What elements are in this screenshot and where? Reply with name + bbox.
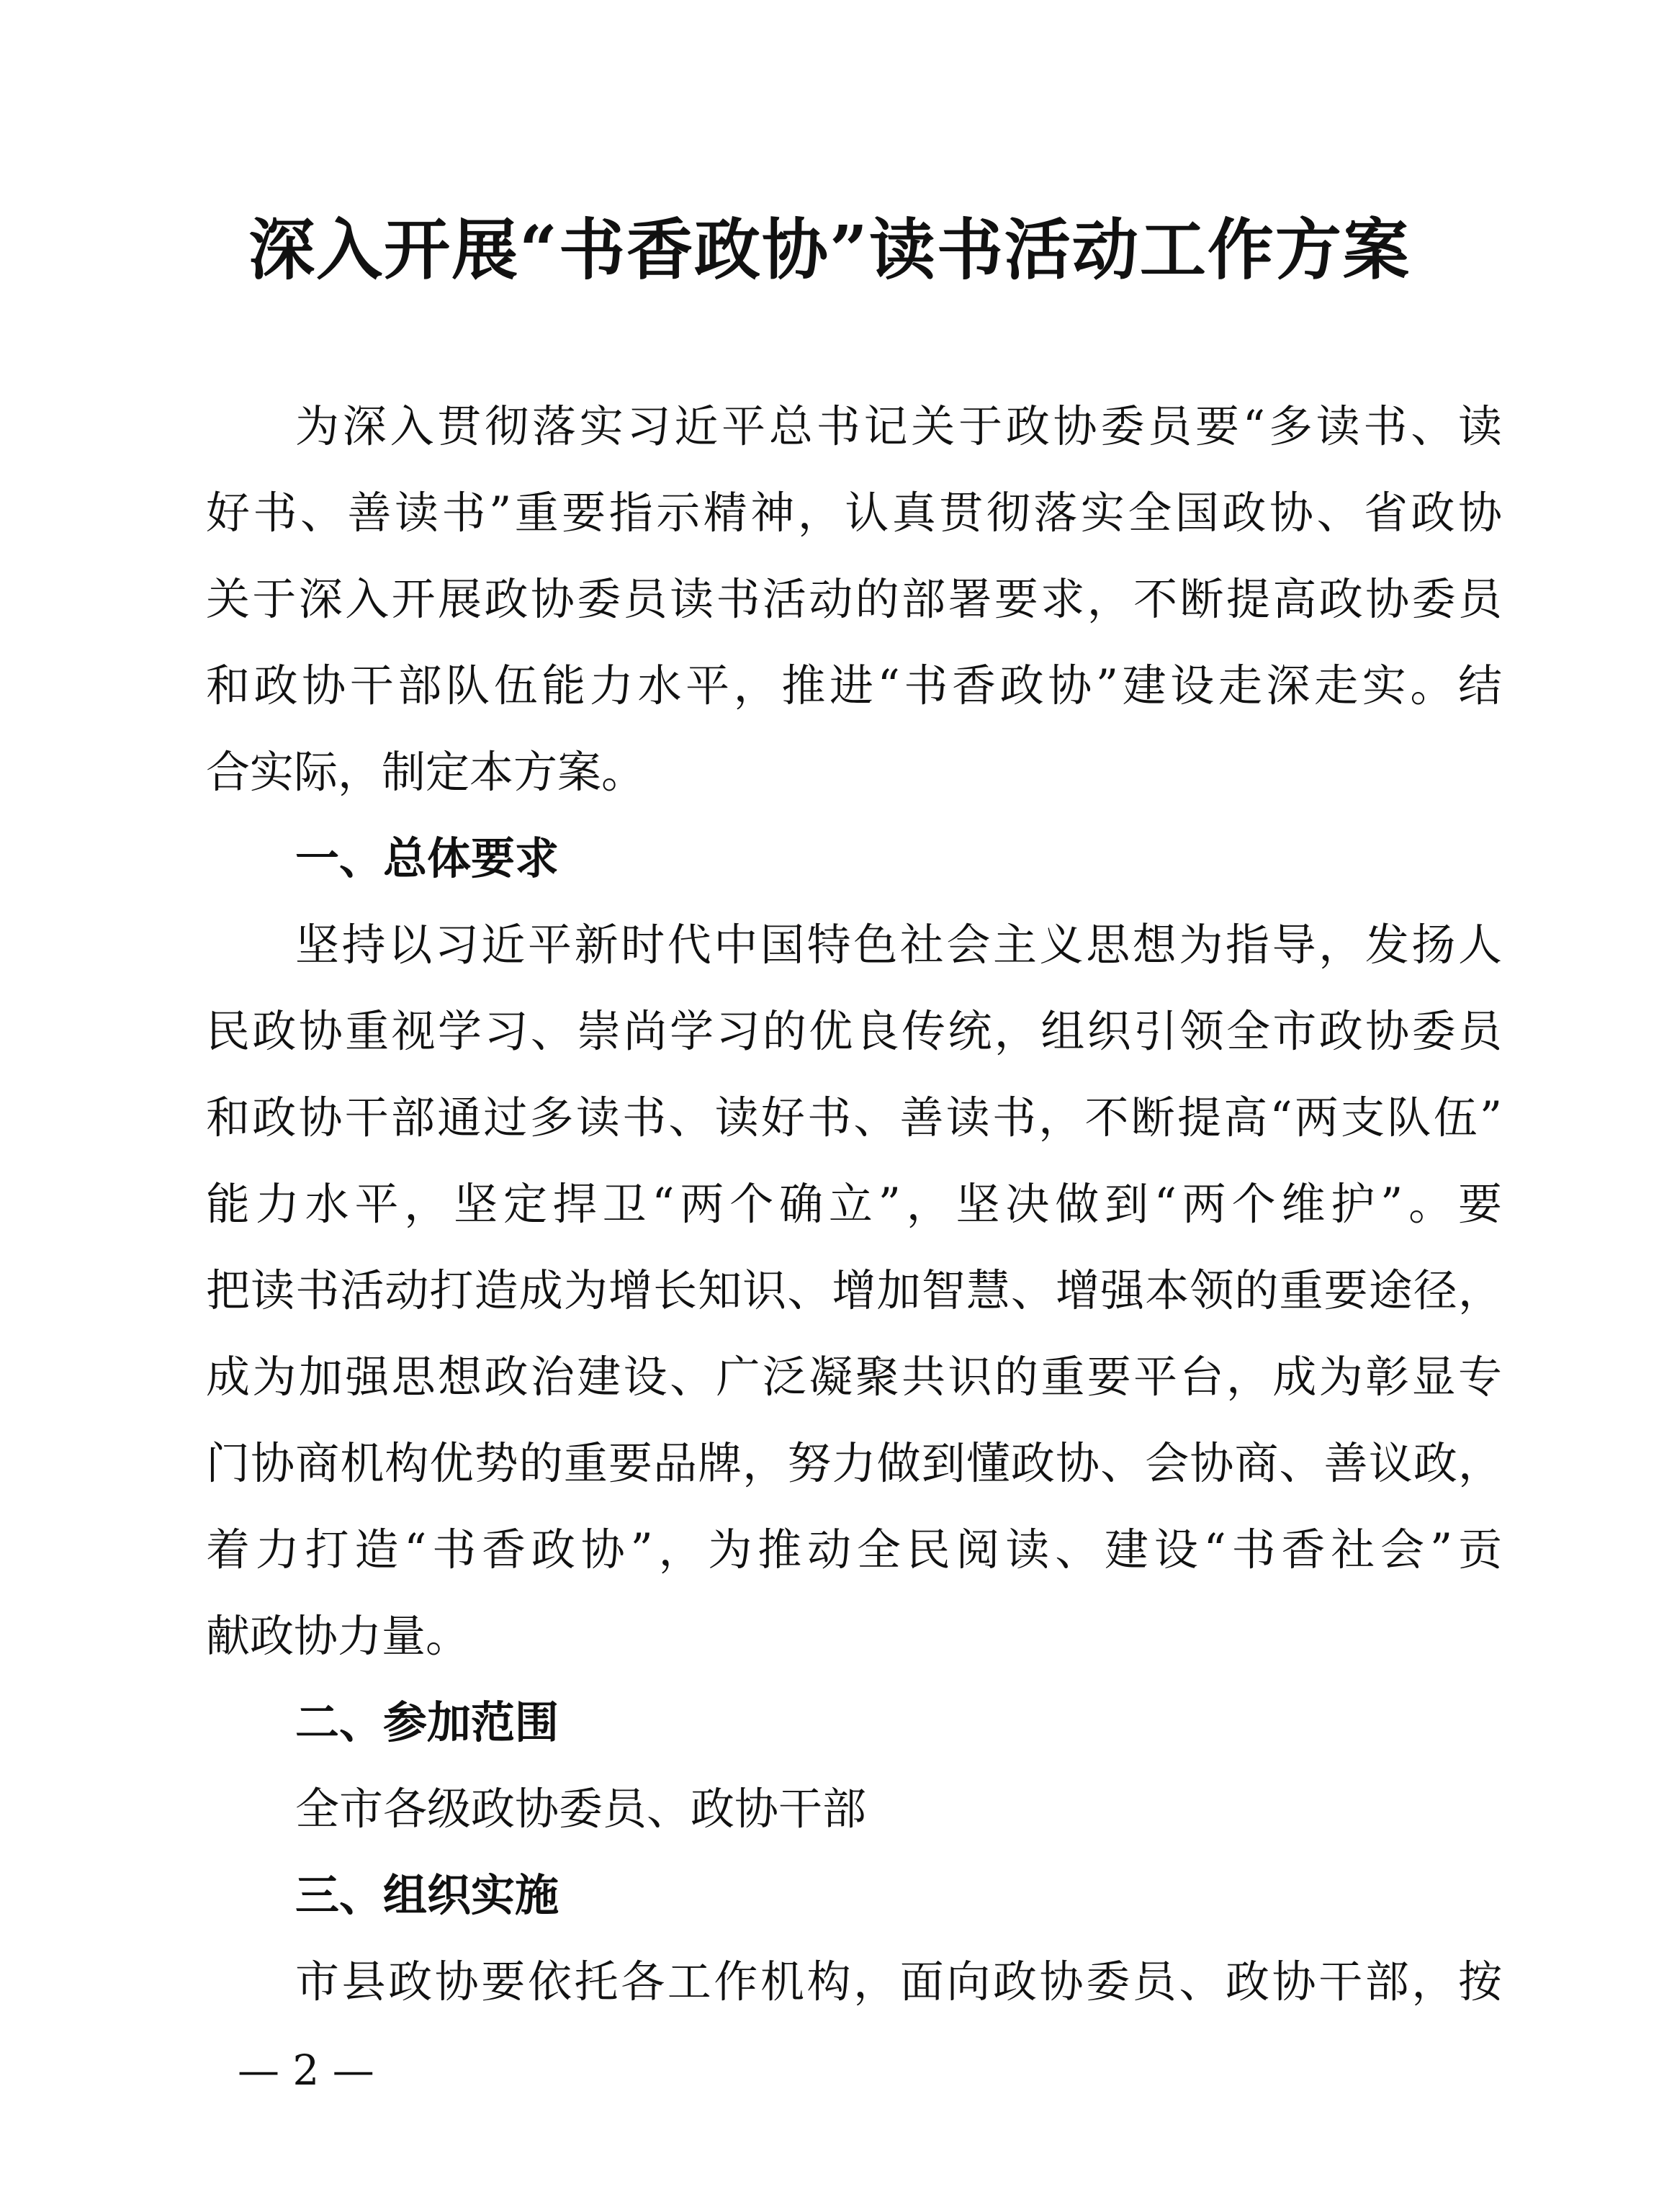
section1-line: 门协商机构优势的重要品牌，努力做到懂政协、会协商、善议政， — [206, 1438, 1502, 1489]
page-title: 深入开展“书香政协”读书活动工作方案 — [248, 211, 1411, 289]
section-heading-general-requirements: 一、总体要求 — [295, 833, 559, 884]
section-heading-scope: 二、参加范围 — [295, 1697, 559, 1748]
section1-line: 成为加强思想政治建设、广泛凝聚共识的重要平台，成为彰显专 — [206, 1352, 1502, 1403]
intro-line: 合实际，制定本方案。 — [206, 747, 646, 798]
section1-line: 着力打造“书香政协”，为推动全民阅读、建设“书香社会”贡 — [206, 1524, 1502, 1575]
section1-line: 把读书活动打造成为增长知识、增加智慧、增强本领的重要途径， — [206, 1265, 1502, 1316]
intro-line: 和政协干部队伍能力水平，推进“书香政协”建设走深走实。结 — [206, 660, 1502, 711]
page-number: — 2 — — [238, 2046, 374, 2095]
section1-line: 献政协力量。 — [206, 1611, 470, 1662]
intro-line: 好书、善读书”重要指示精神，认真贯彻落实全国政协、省政协 — [206, 487, 1502, 539]
intro-line: 为深入贯彻落实习近平总书记关于政协委员要“多读书、读 — [295, 401, 1502, 452]
section1-line: 民政协重视学习、崇尚学习的优良传统，组织引领全市政协委员 — [206, 1006, 1502, 1057]
section1-line: 坚持以习近平新时代中国特色社会主义思想为指导，发扬人 — [295, 920, 1502, 971]
section-heading-implementation: 三、组织实施 — [295, 1870, 559, 1921]
section3-line: 市县政协要依托各工作机构，面向政协委员、政协干部，按 — [295, 1956, 1502, 2008]
intro-line: 关于深入开展政协委员读书活动的部署要求，不断提高政协委员 — [206, 574, 1502, 625]
section1-line: 和政协干部通过多读书、读好书、善读书，不断提高“两支队伍” — [206, 1092, 1502, 1143]
section2-text: 全市各级政协委员、政协干部 — [295, 1784, 867, 1835]
section1-line: 能力水平，坚定捍卫“两个确立”，坚决做到“两个维护”。要 — [206, 1179, 1502, 1230]
